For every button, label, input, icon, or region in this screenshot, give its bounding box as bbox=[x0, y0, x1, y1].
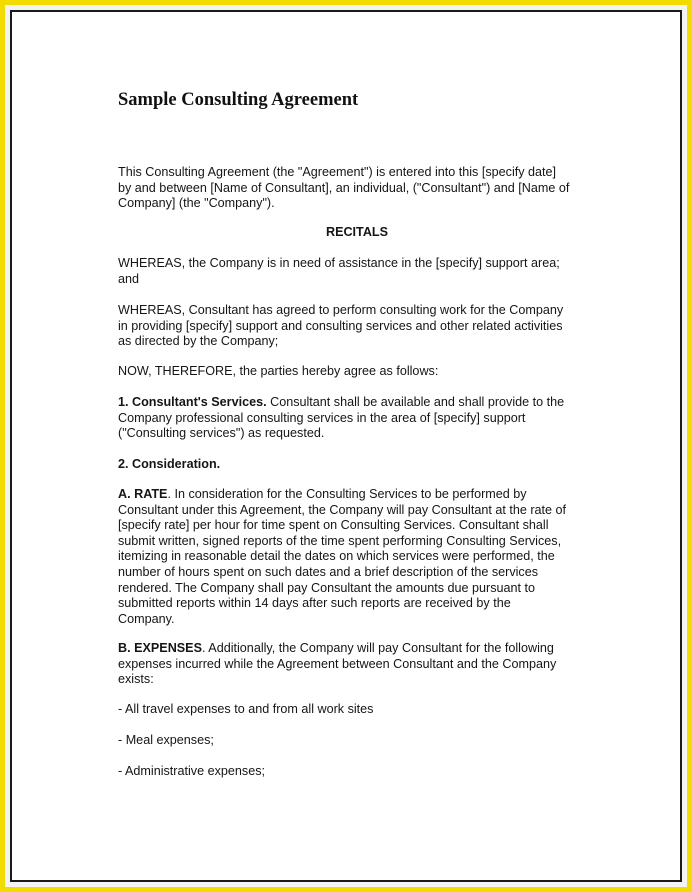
section-heading: A. RATE bbox=[118, 487, 168, 501]
text-line bbox=[118, 641, 596, 657]
text-line: [specify rate] per hour for time spent on Consulting Services. Consultant shall bbox=[118, 518, 549, 533]
text-line: submit written, signed reports of the time spent performing Consulting Services, bbox=[118, 533, 562, 548]
section-consideration bbox=[118, 457, 596, 473]
section-consultant-services bbox=[118, 395, 596, 442]
document-title: Sample Consulting Agreement bbox=[118, 90, 359, 110]
recitals-heading: RECITALS bbox=[325, 225, 389, 239]
text-line: in providing [specify] support and consulting services and other related activities bbox=[118, 318, 563, 333]
section-rate bbox=[118, 487, 596, 627]
document-page bbox=[12, 12, 680, 880]
text-line: and bbox=[118, 271, 140, 286]
text-line bbox=[118, 395, 596, 411]
text-line: WHEREAS, the Company is in need of assistance in the [specify] support area; bbox=[118, 256, 560, 270]
text-line: WHEREAS, Consultant has agreed to perform consulting work for the Company bbox=[118, 303, 564, 317]
expense-item-travel bbox=[118, 702, 596, 718]
text-line: expenses incurred while the Agreement between Consultant and the Company bbox=[118, 656, 557, 671]
expense-item-administrative bbox=[118, 764, 596, 780]
list-item: - Administrative expenses; bbox=[118, 764, 265, 778]
section-text: Consultant shall be available and shall provide to the bbox=[266, 395, 565, 409]
text-line: Consultant under this Agreement, the Company will pay Consultant at the rate of bbox=[118, 502, 567, 517]
text-line: submitted reports within 14 days after such reports are received by the bbox=[118, 596, 511, 611]
whereas-paragraph-1 bbox=[118, 256, 596, 287]
text-line: number of hours spent on such dates and a brief description of the services bbox=[118, 564, 539, 579]
text-line: itemizing in reasonable detail the dates on which services were performed, the bbox=[118, 549, 555, 564]
section-expenses bbox=[118, 641, 596, 688]
section-heading: B. EXPENSES bbox=[118, 641, 202, 655]
whereas-paragraph-2 bbox=[118, 303, 596, 350]
section-text: . In consideration for the Consulting Services to be performed by bbox=[167, 487, 527, 501]
text-line: Company professional consulting services in the area of [specify] support bbox=[118, 410, 526, 425]
text-line: by and between [Name of Consultant], an individual, ("Consultant") and [Name of bbox=[118, 180, 570, 195]
text-line: ("Consulting services") as requested. bbox=[118, 426, 325, 441]
section-text: . Additionally, the Company will pay Consultant for the following bbox=[202, 641, 554, 655]
text-line: Company] (the "Company"). bbox=[118, 196, 275, 211]
intro-paragraph bbox=[118, 165, 596, 212]
expense-item-meal bbox=[118, 733, 596, 749]
text-line: This Consulting Agreement (the "Agreement") is entered into this [specify date] bbox=[118, 165, 557, 179]
list-item: - Meal expenses; bbox=[118, 733, 214, 747]
text-line bbox=[118, 457, 596, 473]
text-line: Company. bbox=[118, 611, 175, 626]
text-line: as directed by the Company; bbox=[118, 334, 279, 349]
section-heading: 1. Consultant's Services. bbox=[118, 395, 267, 409]
now-therefore-paragraph bbox=[118, 364, 596, 380]
text-line: exists: bbox=[118, 672, 154, 687]
text-line: NOW, THEREFORE, the parties hereby agree as follows: bbox=[118, 364, 439, 378]
text-line bbox=[118, 487, 596, 503]
section-heading: 2. Consideration. bbox=[118, 457, 221, 471]
text-line: rendered. The Company shall pay Consultant the amounts due pursuant to bbox=[118, 580, 536, 595]
list-item: - All travel expenses to and from all work sites bbox=[118, 702, 374, 716]
